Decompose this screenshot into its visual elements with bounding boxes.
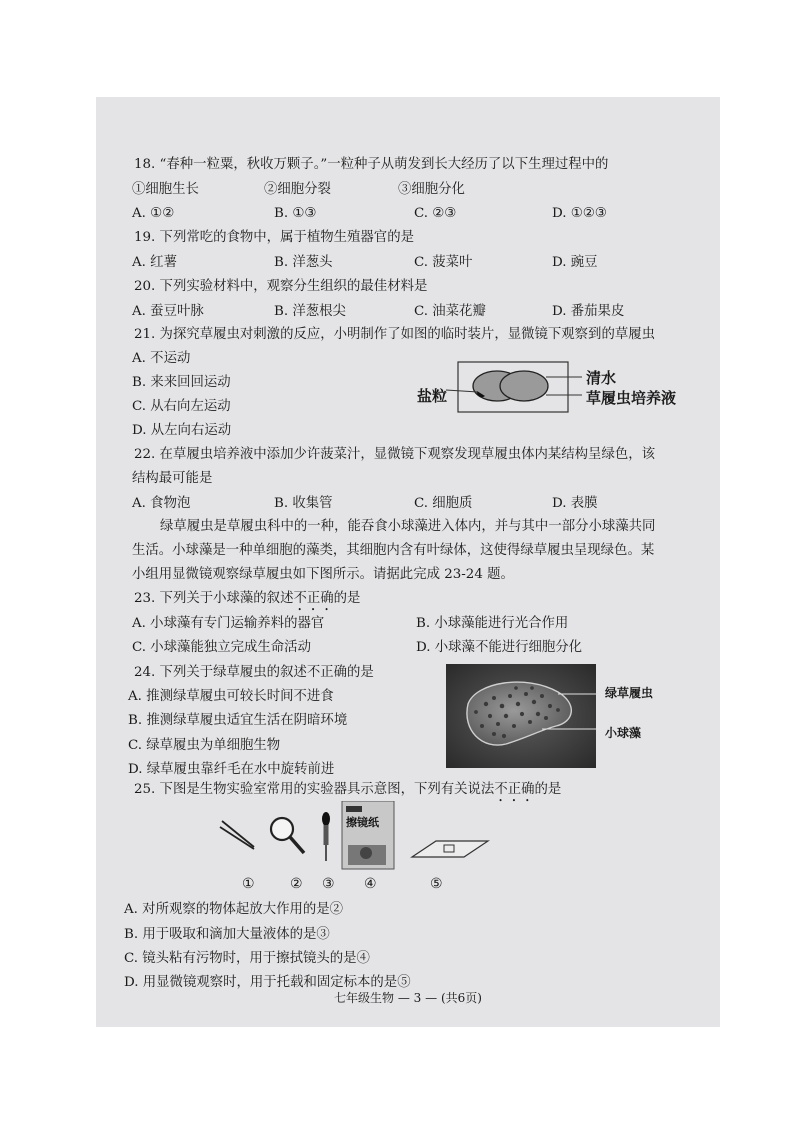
q21-option-a: A. 不运动 xyxy=(132,351,191,366)
q25-option-b: B. 用于吸取和滴加大量液体的是③ xyxy=(124,927,330,942)
q25-option-a: A. 对所观察的物体起放大作用的是② xyxy=(124,902,344,917)
q24-option-d: D. 绿草履虫靠纤毛在水中旋转前进 xyxy=(128,762,335,777)
q21-stem: 21. 为探究草履虫对刺激的反应，小明制作了如图的临时装片，显微镜下观察到的草履虫 xyxy=(134,327,656,342)
q19-stem: 19. 下列常吃的食物中，属于植物生殖器官的是 xyxy=(134,230,414,245)
tool-number-1: ① xyxy=(242,876,255,892)
water-label: 清水 xyxy=(586,369,617,387)
q23-option-c: C. 小球藻能独立完成生命活动 xyxy=(132,640,311,655)
q24-option-c: C. 绿草履虫为单细胞生物 xyxy=(128,738,281,753)
q19-option-c: C. 菠菜叶 xyxy=(414,255,473,270)
q22-option-d: D. 表膜 xyxy=(552,496,598,511)
lens-paper-icon xyxy=(342,801,394,869)
q24-option-a: A. 推测绿草履虫可较长时间不进食 xyxy=(128,689,334,704)
q20-option-c: C. 油菜花瓣 xyxy=(414,304,486,319)
glass-slide-icon xyxy=(412,841,488,857)
q19-option-b: B. 洋葱头 xyxy=(274,255,333,270)
passage-line3: 小组用显微镜观察绿草履虫如下图所示。请据此完成 23-24 题。 xyxy=(132,567,514,582)
q18-item-1: ①细胞生长 xyxy=(132,182,199,197)
q18-option-a: A. ①② xyxy=(132,206,175,221)
page-footer: 七年级生物 — 3 — (共6页) xyxy=(334,991,482,1005)
lens-paper-label: 擦镜纸 xyxy=(346,816,379,829)
q25-stem-emphasis: 不正确 xyxy=(494,782,535,797)
q25-stem-post: 的是 xyxy=(534,782,562,797)
culture-drop-right xyxy=(500,371,548,401)
tool-number-4: ④ xyxy=(364,876,377,892)
q18-item-2: ②细胞分裂 xyxy=(264,182,331,197)
q20-option-a: A. 蚕豆叶脉 xyxy=(132,304,204,319)
q24-micrograph xyxy=(446,664,596,768)
q22-option-a: A. 食物泡 xyxy=(132,496,191,511)
q21-option-c: C. 从右向左运动 xyxy=(132,399,231,414)
q21-option-d: D. 从左向右运动 xyxy=(132,423,232,438)
q18-stem: 18. “春种一粒粟，秋收万颗子。”一粒种子从萌发到长大经历了以下生理过程中的 xyxy=(134,157,609,172)
culture-label: 草履虫培养液 xyxy=(586,389,677,407)
label-green-paramecium: 绿草履虫 xyxy=(605,686,654,700)
label-chlorella: 小球藻 xyxy=(605,726,642,740)
q19-option-d: D. 豌豆 xyxy=(552,255,598,270)
passage-line1: 绿草履虫是草履虫科中的一种，能吞食小球藻进入体内，并与其中一部分小球藻共同 xyxy=(160,519,656,534)
q20-stem: 20. 下列实验材料中，观察分生组织的最佳材料是 xyxy=(134,279,428,294)
q18-item-3: ③细胞分化 xyxy=(398,182,465,197)
q19-option-a: A. 红薯 xyxy=(132,255,177,270)
q22-stem-line2: 结构最可能是 xyxy=(132,471,213,486)
q18-option-d: D. ①②③ xyxy=(552,206,607,221)
tweezers-icon xyxy=(220,821,254,849)
q20-option-b: B. 洋葱根尖 xyxy=(274,304,346,319)
q23-stem-post: 的是 xyxy=(333,591,361,606)
q22-stem-line1: 22. 在草履虫培养液中添加少许菠菜汁，显微镜下观察发现草履虫体内某结构呈绿色，该 xyxy=(134,447,656,462)
q24-option-b: B. 推测绿草履虫适宜生活在阴暗环境 xyxy=(128,713,348,728)
q23-option-d: D. 小球藻不能进行细胞分化 xyxy=(416,640,583,655)
q22-option-c: C. 细胞质 xyxy=(414,496,473,511)
q18-option-b: B. ①③ xyxy=(274,206,317,221)
q20-option-d: D. 番茄果皮 xyxy=(552,304,625,319)
tool-number-5: ⑤ xyxy=(430,876,443,892)
q18-option-c: C. ②③ xyxy=(414,206,457,221)
q25-option-d: D. 用显微镜观察时，用于托载和固定标本的是⑤ xyxy=(124,975,411,990)
q25-stem-pre: 25. 下图是生物实验室常用的实验器具示意图，下列有关说法 xyxy=(134,782,495,797)
q23-stem-pre: 23. 下列关于小球藻的叙述 xyxy=(134,591,294,606)
passage-line2: 生活。小球藻是一种单细胞的藻类，其细胞内含有叶绿体，这使得绿草履虫呈现绿色。某 xyxy=(132,543,655,558)
salt-label: 盐粒 xyxy=(417,387,448,405)
q23-option-b: B. 小球藻能进行光合作用 xyxy=(416,616,569,631)
q25-option-c: C. 镜头粘有污物时，用于擦拭镜头的是④ xyxy=(124,951,370,966)
tool-number-3: ③ xyxy=(322,876,335,892)
q24-stem: 24. 下列关于绿草履虫的叙述不正确的是 xyxy=(134,665,374,680)
dropper-icon xyxy=(322,812,330,861)
exam-page xyxy=(96,97,720,1027)
q23-stem xyxy=(134,590,360,614)
q25-tools-figure xyxy=(216,801,496,877)
salt-pointer xyxy=(446,390,478,392)
magnifier-icon xyxy=(271,818,304,853)
q22-option-b: B. 收集管 xyxy=(274,496,333,511)
q21-option-b: B. 来来回回运动 xyxy=(132,375,231,390)
q23-stem-emphasis: 不正确 xyxy=(293,591,334,606)
tool-number-2: ② xyxy=(290,876,303,892)
q23-option-a: A. 小球藻有专门运输养料的器官 xyxy=(132,616,325,631)
